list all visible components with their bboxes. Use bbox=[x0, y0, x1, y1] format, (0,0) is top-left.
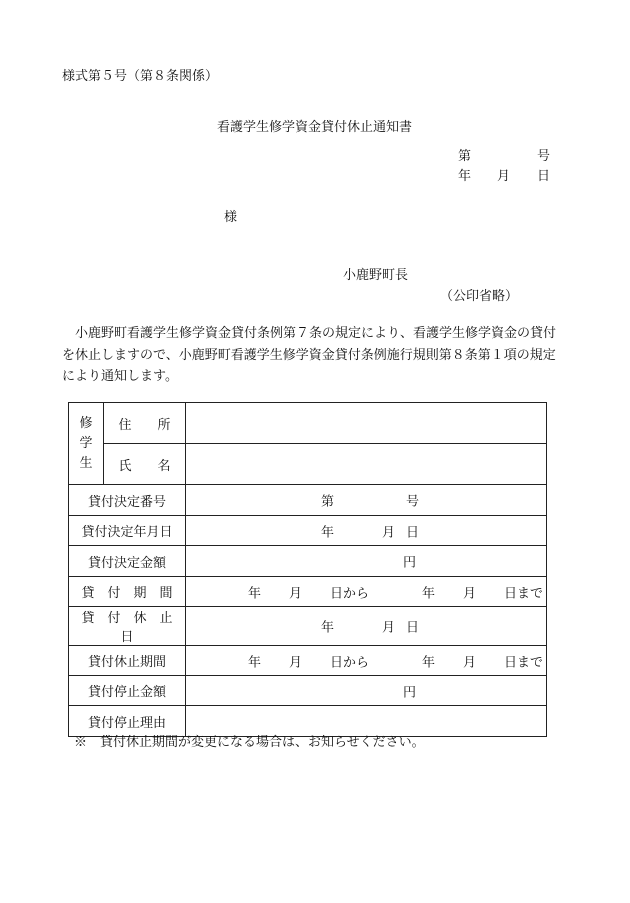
date-hi: 日 bbox=[537, 169, 551, 184]
row-value-unit: 月 bbox=[463, 655, 477, 670]
ref-dai: 第 bbox=[458, 149, 472, 164]
row-value-unit: 年 bbox=[422, 655, 436, 670]
row-value-unit: 第 bbox=[321, 494, 335, 510]
sender-name: 小鹿野町長 bbox=[343, 268, 409, 283]
table-row bbox=[69, 646, 547, 676]
student-char-3: 生 bbox=[79, 455, 93, 471]
row-label: 貸付決定金額 bbox=[69, 546, 186, 577]
row-value-unit: 日まで bbox=[504, 586, 544, 601]
row-value[interactable] bbox=[186, 676, 547, 706]
row-value-unit: 年 bbox=[321, 620, 335, 636]
row-value[interactable] bbox=[186, 646, 547, 676]
row-value-unit: 円 bbox=[403, 555, 417, 571]
body-text bbox=[62, 323, 582, 388]
document-title: 看護学生修学資金貸付休止通知書 bbox=[217, 120, 413, 135]
row-value-unit: 年 bbox=[321, 525, 335, 540]
date-tsuki: 月 bbox=[497, 169, 511, 184]
row-value-unit: 円 bbox=[403, 685, 417, 700]
student-label bbox=[69, 403, 104, 485]
row-value-unit: 日から bbox=[330, 655, 370, 670]
row-label: 貸付停止理由 bbox=[69, 706, 186, 737]
row-value-unit: 日まで bbox=[504, 655, 544, 670]
row-value-unit: 日 bbox=[406, 620, 420, 636]
row-value[interactable] bbox=[186, 485, 547, 516]
table-row bbox=[69, 607, 547, 646]
row-label: 貸付停止金額 bbox=[69, 676, 186, 706]
name-label: 氏 名 bbox=[104, 444, 186, 485]
row-value-unit: 月 bbox=[289, 655, 303, 670]
table-row bbox=[69, 485, 547, 516]
address-label: 住 所 bbox=[104, 403, 186, 444]
row-value-unit: 月 bbox=[289, 586, 303, 601]
table-row bbox=[69, 516, 547, 546]
row-value-unit: 日 bbox=[406, 525, 420, 540]
date-nen: 年 bbox=[458, 169, 472, 184]
addressee-honorific: 様 bbox=[224, 210, 238, 225]
footnote: ※ 貸付休止期間が変更になる場合は、お知らせください。 bbox=[74, 735, 425, 750]
row-value-unit: 号 bbox=[406, 494, 420, 510]
row-value-unit: 月 bbox=[382, 620, 396, 636]
address-value[interactable] bbox=[186, 403, 547, 444]
row-label: 貸付決定年月日 bbox=[69, 516, 186, 546]
loan-info-table bbox=[68, 402, 547, 737]
row-label: 貸付休止期間 bbox=[69, 646, 186, 676]
row-label: 貸 付 休 止 日 bbox=[69, 607, 186, 646]
body-line-1: 小鹿野町看護学生修学資金貸付条例第７条の規定により、看護学生修学資金の貸付 bbox=[75, 326, 557, 341]
row-label: 貸付決定番号 bbox=[69, 485, 186, 516]
row-value[interactable] bbox=[186, 577, 547, 607]
row-label: 貸 付 期 間 bbox=[69, 577, 186, 607]
body-line-2: を休止しますので、小鹿野町看護学生修学資金貸付条例施行規則第８条第１項の規定 bbox=[62, 347, 556, 363]
row-value[interactable] bbox=[186, 546, 547, 577]
row-value-unit: 年 bbox=[422, 586, 436, 601]
table-row bbox=[69, 676, 547, 706]
row-value-unit: 年 bbox=[248, 655, 262, 670]
table-row bbox=[69, 546, 547, 577]
name-value[interactable] bbox=[186, 444, 547, 485]
table-row bbox=[69, 577, 547, 607]
student-char-1: 修 bbox=[79, 415, 93, 431]
row-value-unit: 日から bbox=[330, 586, 370, 601]
row-value[interactable] bbox=[186, 516, 547, 546]
row-value[interactable] bbox=[186, 607, 547, 646]
seal-omitted-note: （公印省略） bbox=[440, 289, 519, 304]
body-line-3: により通知します。 bbox=[62, 369, 178, 384]
form-number: 様式第５号（第８条関係） bbox=[62, 69, 219, 84]
ref-go: 号 bbox=[537, 149, 551, 164]
row-value-unit: 月 bbox=[463, 586, 477, 601]
row-value-unit: 月 bbox=[382, 525, 396, 540]
row-value-unit: 年 bbox=[248, 586, 262, 601]
student-char-2: 学 bbox=[79, 435, 93, 451]
